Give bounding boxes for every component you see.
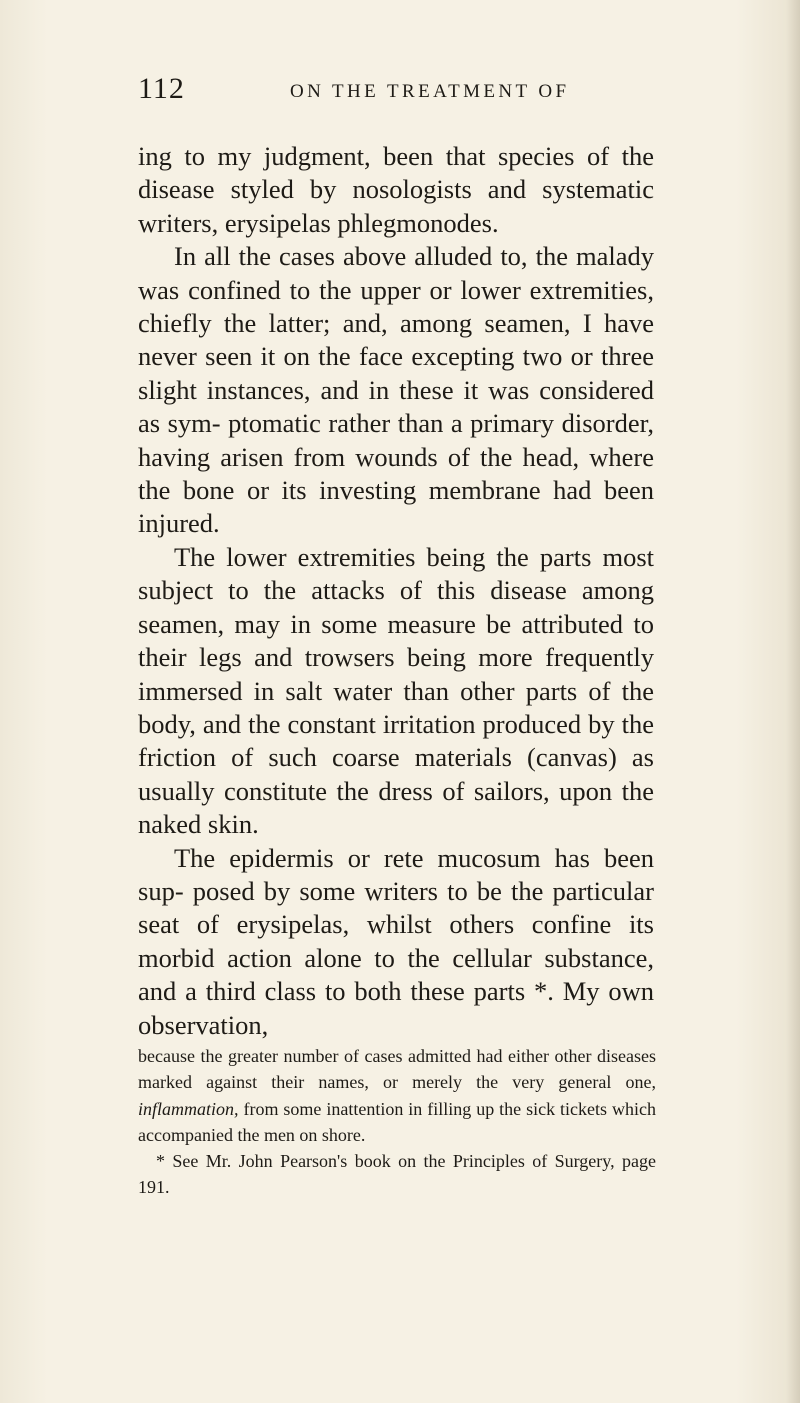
paragraph: In all the cases above alluded to, the malady was confined to the upper or lower extremities, chiefly the latter; and, among seamen, I have never seen it on the face excepting two or three slight instances, and in these it was considered as sym- ptomatic rather than a primary disorder, having arisen from wounds of the head, where the bone or its investing membrane had been injured.	[138, 241, 654, 539]
footnote-italic-term: inflammation,	[138, 1098, 239, 1119]
footnotes	[138, 1043, 656, 1201]
footnote-marker: *	[156, 1151, 165, 1172]
footnote-pearson	[138, 1148, 656, 1201]
page-number: 112	[138, 72, 185, 105]
page-edge-shadow	[786, 0, 800, 1403]
footnote-text: because the greater number of cases admitted had either other diseases marked against their names, or merely the very general one,	[138, 1046, 656, 1093]
footnote-text: from some inattention in filling up the sick tickets which accompanied the men on shore.	[138, 1098, 656, 1145]
paragraph: The lower extremities being the parts most subject to the attacks of this disease among seamen, may in some measure be attributed to their legs and trowsers being more frequently immersed in salt water than other parts of the body, and the constant irritation produced by the friction of such coarse materials (canvas) as usually constitute the dress of sailors, upon the naked skin.	[138, 541, 654, 840]
running-head: ON THE TREATMENT OF	[290, 81, 570, 102]
paragraph-continued: ing to my judgment, been that species of the disease styled by nosologists and systematic writers, erysipelas phlegmonodes.	[138, 141, 654, 238]
footnote-text: See Mr. John Pearson's book on the Principles of Surgery, page 191.	[138, 1151, 656, 1198]
paragraph: The epidermis or rete mucosum has been sup- posed by some writers to be the particular seat of erysipelas, whilst others confine its morbid action alone to the cellular substance, and a third class to both these parts *. My own observation,	[138, 842, 654, 1040]
page-header	[138, 72, 658, 112]
footnote-continued	[138, 1043, 656, 1148]
main-text	[138, 140, 654, 1042]
